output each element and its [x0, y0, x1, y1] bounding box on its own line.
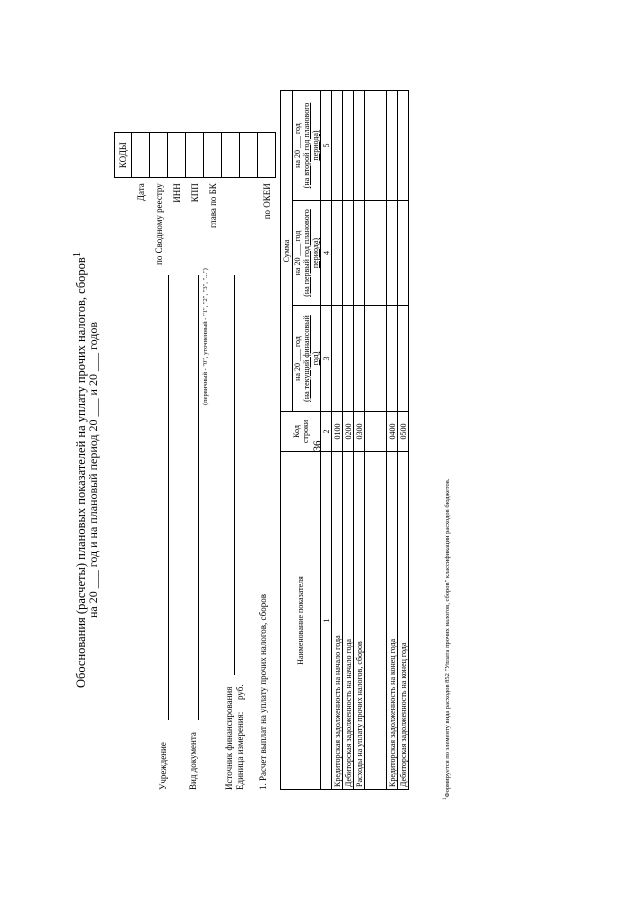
col-header-year-second: на 20 ___ год (на второй год планового периода): [293, 91, 321, 201]
code-cell[interactable]: [150, 133, 168, 178]
sum-cell[interactable]: [365, 91, 387, 201]
code-label: КПП: [189, 183, 200, 203]
doc-type-field[interactable]: [198, 275, 199, 720]
document-title: Обоснования (расчеты) плановых показателей на уплату прочих налогов, сборов$^1$: [72, 251, 89, 689]
doc-type-hint: (первичный - "0", уточненный - "1", "2", "3", "..."): [202, 268, 209, 405]
sum-cell[interactable]: [387, 201, 398, 306]
code-cell[interactable]: [222, 133, 240, 178]
table-row: Расходы на уплату прочих налогов, сборов 0300: [354, 91, 365, 790]
code-label: [222, 178, 240, 265]
code-cell[interactable]: [186, 133, 204, 178]
sum-cell[interactable]: [354, 91, 365, 201]
table-row: [365, 91, 387, 790]
sum-cell[interactable]: [354, 201, 365, 306]
column-number-row: 1 2 3 4 5: [321, 91, 332, 790]
code-label: [240, 178, 258, 265]
institution-field[interactable]: [168, 275, 169, 720]
sum-cell[interactable]: [343, 91, 354, 201]
section-title: 1. Расчет выплат на уплату прочих налогов, сборов: [258, 594, 268, 790]
col-header-year-first: на 20 ___ год (на первый год планового периода): [293, 201, 321, 306]
table-row: Дебиторская задолженность на конец года 0500: [398, 91, 409, 790]
table-row: Кредиторская задолженность на начало года 0100: [332, 91, 343, 790]
col-header-year-current: на 20 ___ год (на текущий финансовый год): [293, 306, 321, 412]
code-label: ИНН: [171, 183, 182, 203]
col-header-sum: Сумма: [281, 91, 293, 412]
sum-cell[interactable]: [365, 306, 387, 412]
code-label: глава по БК: [207, 183, 218, 229]
page-number: 36: [311, 440, 324, 452]
codes-header: КОДЫ: [115, 133, 132, 178]
unit-label: Единица измерения:: [235, 711, 245, 790]
code-label: по ОКЕИ: [261, 183, 272, 220]
sum-cell[interactable]: [343, 201, 354, 306]
institution-label: Учреждение: [158, 742, 168, 790]
source-label: Источник финансирования: [224, 686, 234, 790]
sum-cell[interactable]: [387, 306, 398, 412]
table-row: Дебиторская задолженность на начало года 0200: [343, 91, 354, 790]
code-cell[interactable]: [168, 133, 186, 178]
code-cell[interactable]: [204, 133, 222, 178]
sum-cell[interactable]: [343, 306, 354, 412]
doc-type-label: Вид документа: [188, 732, 198, 790]
sum-cell[interactable]: [398, 306, 409, 412]
code-label: по Сводному реестру: [153, 183, 164, 265]
sum-cell[interactable]: [398, 91, 409, 201]
sum-cell[interactable]: [398, 201, 409, 306]
sum-cell[interactable]: [332, 201, 343, 306]
codes-table: [114, 132, 276, 265]
code-label: Дата: [135, 183, 146, 202]
sum-cell[interactable]: [354, 306, 365, 412]
sum-cell[interactable]: [365, 201, 387, 306]
code-cell[interactable]: [258, 133, 276, 178]
footnote: $^1$Формируется по элементу вида расходов 852 "Уплата прочих налогов, сборов" классификации расходов бюджетов.: [443, 478, 452, 800]
table-row: Кредиторская задолженность на конец года 0400: [387, 91, 398, 790]
sum-cell[interactable]: [332, 306, 343, 412]
period-line: на 20 ___ год и на плановый период 20 ___ и 20 ___ годов: [86, 322, 100, 619]
col-header-name: Наименование показателя: [281, 452, 321, 790]
unit-value: руб.: [235, 684, 245, 700]
calc-table: [280, 90, 409, 790]
sum-cell[interactable]: [332, 91, 343, 201]
code-cell[interactable]: [240, 133, 258, 178]
col-header-code: Код строки: [281, 412, 321, 452]
code-cell[interactable]: [132, 133, 150, 178]
sum-cell[interactable]: [387, 91, 398, 201]
source-field[interactable]: [234, 275, 235, 675]
